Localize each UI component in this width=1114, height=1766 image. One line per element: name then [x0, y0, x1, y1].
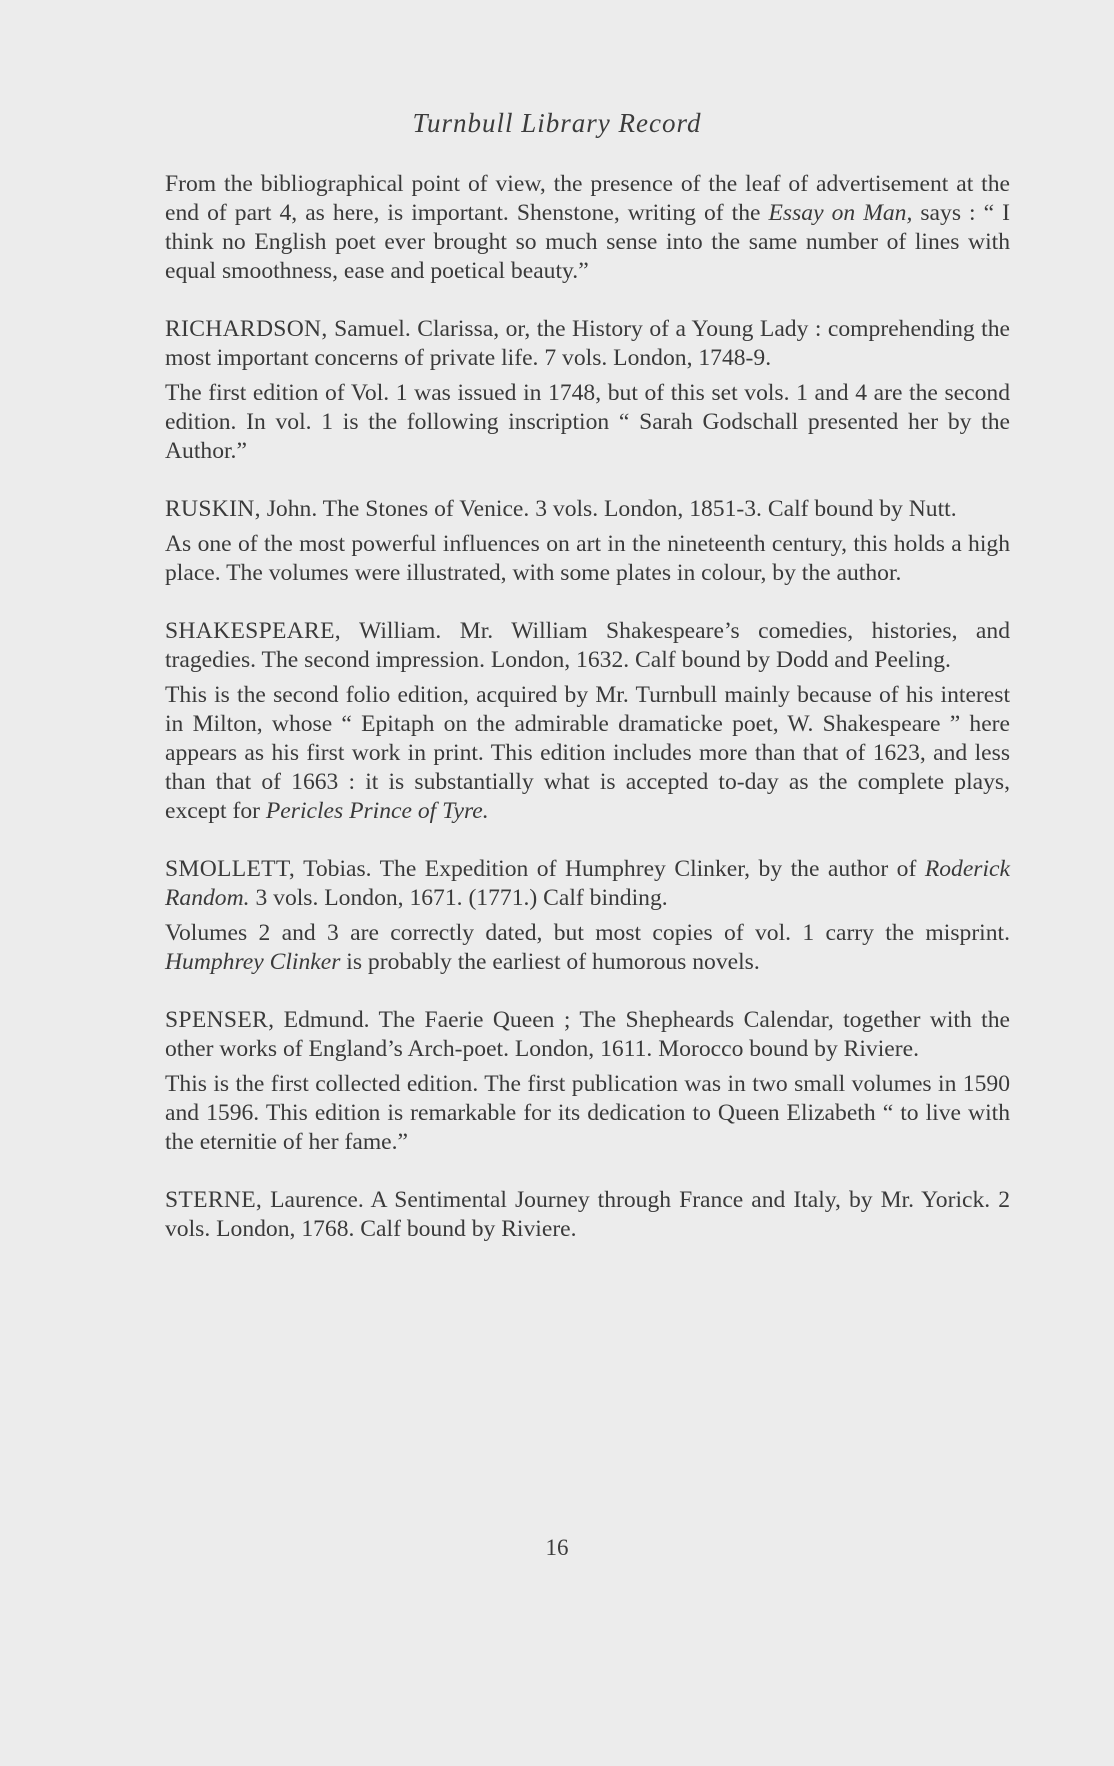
entry-citation-sterne	[165, 1186, 1010, 1244]
entry-author: RICHARDSON,	[165, 316, 328, 342]
entry-citation-text: Laurence. A Sentimental Journey through France and Italy, by Mr. Yorick. 2 vols. London, 1768. Calf bound by Riviere.	[165, 1187, 1010, 1242]
entry-citation-spenser	[165, 1006, 1010, 1064]
entry-note-smollett	[165, 919, 1010, 977]
entry-citation-text-end: 3 vols. London, 1671. (1771.) Calf binding.	[249, 885, 668, 911]
entry-citation-italic-title: Roderick Random.	[165, 856, 1010, 911]
entry-citation-smollett	[165, 855, 1010, 913]
entry-author: SHAKESPEARE,	[165, 618, 341, 644]
entry-note-shakespeare	[165, 681, 1010, 826]
body-text	[165, 170, 1010, 1244]
entry-citation-richardson	[165, 315, 1010, 373]
intro-italic-title: Essay on Man,	[768, 200, 913, 226]
entry-citation-ruskin	[165, 495, 1010, 524]
page-number: 16	[545, 1535, 569, 1560]
entry-note-text: This is the second folio edition, acquired by Mr. Turnbull mainly because of his interest in Milton, whose “ Epitaph on the admirable dramaticke poet, W. Shakespeare ” here appears as his first work in print. This edition includes more than that of 1623, and less than that of 1663 : it is substantially what is accepted to-day as the complete plays, except for	[165, 682, 1010, 824]
entry-citation-text: John. The Stones of Venice. 3 vols. London, 1851-3. Calf bound by Nutt.	[260, 496, 957, 522]
entry-author: STERNE,	[165, 1187, 263, 1213]
entry-note-text: Volumes 2 and 3 are correctly dated, but most copies of vol. 1 carry the misprint.	[165, 920, 1010, 946]
entry-note-italic-title: Humphrey Clinker	[165, 949, 341, 975]
entry-note-ruskin: As one of the most powerful influences on art in the nineteenth century, this holds a high place. The volumes were illustrated, with some plates in colour, by the author.	[165, 531, 1010, 586]
entry-note-spenser: This is the first collected edition. The first publication was in two small volumes in 1590 and 1596. This edition is remarkable for its dedication to Queen Elizabeth “ to live with the eternitie of her fame.”	[165, 1071, 1010, 1155]
entry-note-text-end: is probably the earliest of humorous novels.	[340, 949, 760, 975]
entry-note-richardson: The first edition of Vol. 1 was issued in 1748, but of this set vols. 1 and 4 are the second edition. In vol. 1 is the following inscription “ Sarah Godschall presented her by the Author.”	[165, 380, 1010, 464]
intro-quote: says : “ I think no English poet ever brought so much sense into the same number of lines with equal smoothness, ease and poetical beauty.”	[165, 200, 1010, 284]
entry-citation-text: William. Mr. William Shakespeare’s comedies, histories, and tragedies. The second impression. London, 1632. Calf bound by Dodd and Peeling.	[165, 618, 1010, 673]
entry-citation-text: Edmund. The Faerie Queen ; The Shepheards Calendar, together with the other works of England’s Arch-poet. London, 1611. Morocco bound by Riviere.	[165, 1007, 1010, 1062]
entry-citation-text: Tobias. The Expedition of Humphrey Clinker, by the author of	[295, 856, 925, 882]
running-head: Turnbull Library Record	[412, 108, 702, 138]
entry-author: RUSKIN,	[165, 496, 261, 522]
entry-author: SPENSER,	[165, 1007, 275, 1033]
intro-paragraph	[165, 170, 1010, 286]
entry-note-italic-title: Pericles Prince of Tyre.	[265, 798, 489, 824]
entry-author: SMOLLETT,	[165, 856, 296, 882]
entry-citation-shakespeare	[165, 617, 1010, 675]
entry-citation-text: Samuel. Clarissa, or, the History of a Young Lady : comprehending the most important concerns of private life. 7 vols. London, 1748-9.	[165, 316, 1010, 371]
intro-text: From the bibliographical point of view, the presence of the leaf of advertisement at the end of part 4, as here, is important. Shenstone, writing of the	[165, 171, 1010, 226]
